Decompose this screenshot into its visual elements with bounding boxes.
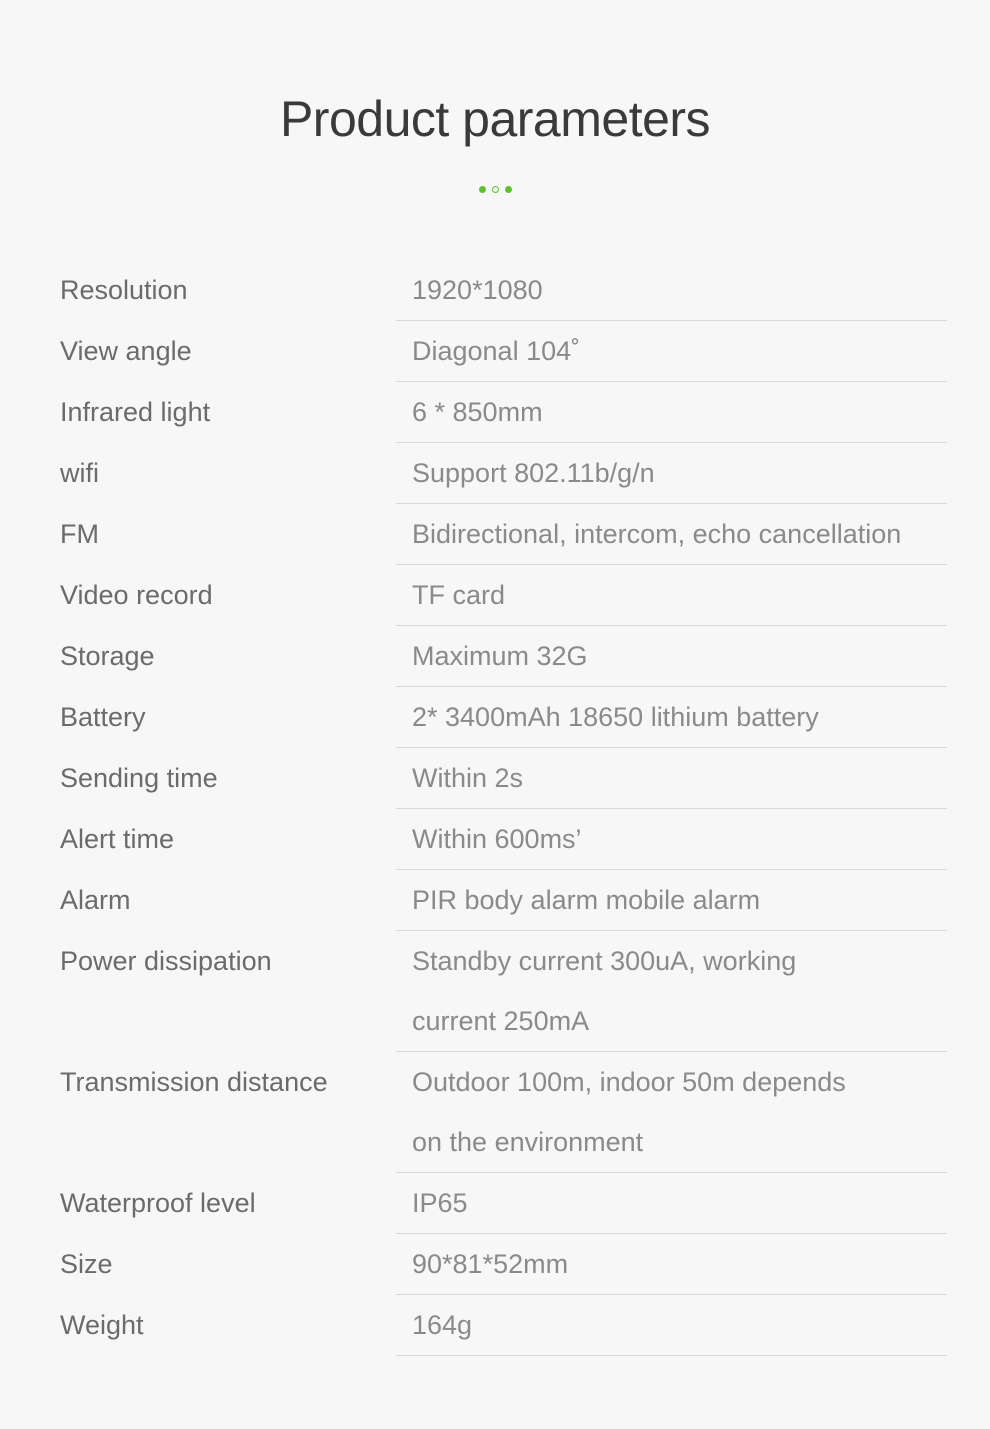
table-row bbox=[0, 504, 990, 565]
param-value: Diagonal 104˚ bbox=[412, 336, 581, 366]
table-row bbox=[0, 1052, 990, 1173]
param-label: Alarm bbox=[60, 885, 131, 915]
param-value-cell bbox=[396, 626, 947, 687]
decorative-dots bbox=[0, 186, 990, 193]
param-value: 2* 3400mAh 18650 lithium battery bbox=[412, 702, 819, 732]
param-value-cell bbox=[396, 504, 947, 565]
param-label: Power dissipation bbox=[60, 946, 272, 976]
param-value-cell bbox=[396, 443, 947, 504]
param-value-cell bbox=[396, 931, 947, 1052]
param-label: FM bbox=[60, 519, 99, 549]
dot-icon bbox=[492, 186, 499, 193]
param-label: Weight bbox=[60, 1310, 144, 1340]
param-value: on the environment bbox=[412, 1127, 644, 1157]
param-value: 164g bbox=[412, 1310, 473, 1340]
table-row bbox=[0, 1173, 990, 1234]
param-value-cell bbox=[396, 687, 947, 748]
param-value: Bidirectional, intercom, echo cancellation bbox=[412, 519, 902, 549]
param-value: Support 802.11b/g/n bbox=[412, 458, 655, 488]
table-row bbox=[0, 748, 990, 809]
param-label: Size bbox=[60, 1249, 113, 1279]
table-row bbox=[0, 626, 990, 687]
param-value: PIR body alarm mobile alarm bbox=[412, 885, 761, 915]
table-row bbox=[0, 382, 990, 443]
table-row bbox=[0, 687, 990, 748]
param-value: Within 600ms’ bbox=[412, 824, 582, 854]
param-label: Video record bbox=[60, 580, 213, 610]
parameters-table bbox=[0, 260, 990, 1356]
param-label: Transmission distance bbox=[60, 1067, 328, 1097]
param-value: Outdoor 100m, indoor 50m depends bbox=[412, 1067, 846, 1097]
param-value: 6 * 850mm bbox=[412, 397, 543, 427]
param-value-cell bbox=[396, 1295, 947, 1356]
param-value-cell bbox=[396, 260, 947, 321]
table-row bbox=[0, 1234, 990, 1295]
param-value: Standby current 300uA, working bbox=[412, 946, 797, 976]
table-row bbox=[0, 321, 990, 382]
dot-icon bbox=[479, 186, 486, 193]
param-value-cell bbox=[396, 382, 947, 443]
param-label: Alert time bbox=[60, 824, 175, 854]
param-label: Resolution bbox=[60, 275, 188, 305]
param-label: View angle bbox=[60, 336, 192, 366]
param-value: Maximum 32G bbox=[412, 641, 588, 671]
page-title: Product parameters bbox=[279, 91, 711, 147]
param-value-cell bbox=[396, 1173, 947, 1234]
param-value-cell bbox=[396, 321, 947, 382]
table-row bbox=[0, 565, 990, 626]
param-value-cell bbox=[396, 748, 947, 809]
table-row bbox=[0, 1295, 990, 1356]
table-row bbox=[0, 931, 990, 1052]
table-row bbox=[0, 260, 990, 321]
param-value: Within 2s bbox=[412, 763, 524, 793]
param-value-cell bbox=[396, 1234, 947, 1295]
param-value-cell bbox=[396, 809, 947, 870]
param-value: current 250mA bbox=[412, 1006, 590, 1036]
dot-icon bbox=[505, 186, 512, 193]
param-label: Battery bbox=[60, 702, 146, 732]
param-label: wifi bbox=[60, 458, 99, 488]
param-value: 90*81*52mm bbox=[412, 1249, 569, 1279]
param-value: IP65 bbox=[412, 1188, 468, 1218]
table-row bbox=[0, 870, 990, 931]
table-row bbox=[0, 443, 990, 504]
param-value-cell bbox=[396, 565, 947, 626]
param-value: TF card bbox=[412, 580, 506, 610]
param-label: Waterproof level bbox=[60, 1188, 256, 1218]
param-label: Infrared light bbox=[60, 397, 211, 427]
table-row bbox=[0, 809, 990, 870]
param-value-cell bbox=[396, 1052, 947, 1173]
param-label: Storage bbox=[60, 641, 155, 671]
param-value-cell bbox=[396, 870, 947, 931]
param-value: 1920*1080 bbox=[412, 275, 543, 305]
param-label: Sending time bbox=[60, 763, 218, 793]
